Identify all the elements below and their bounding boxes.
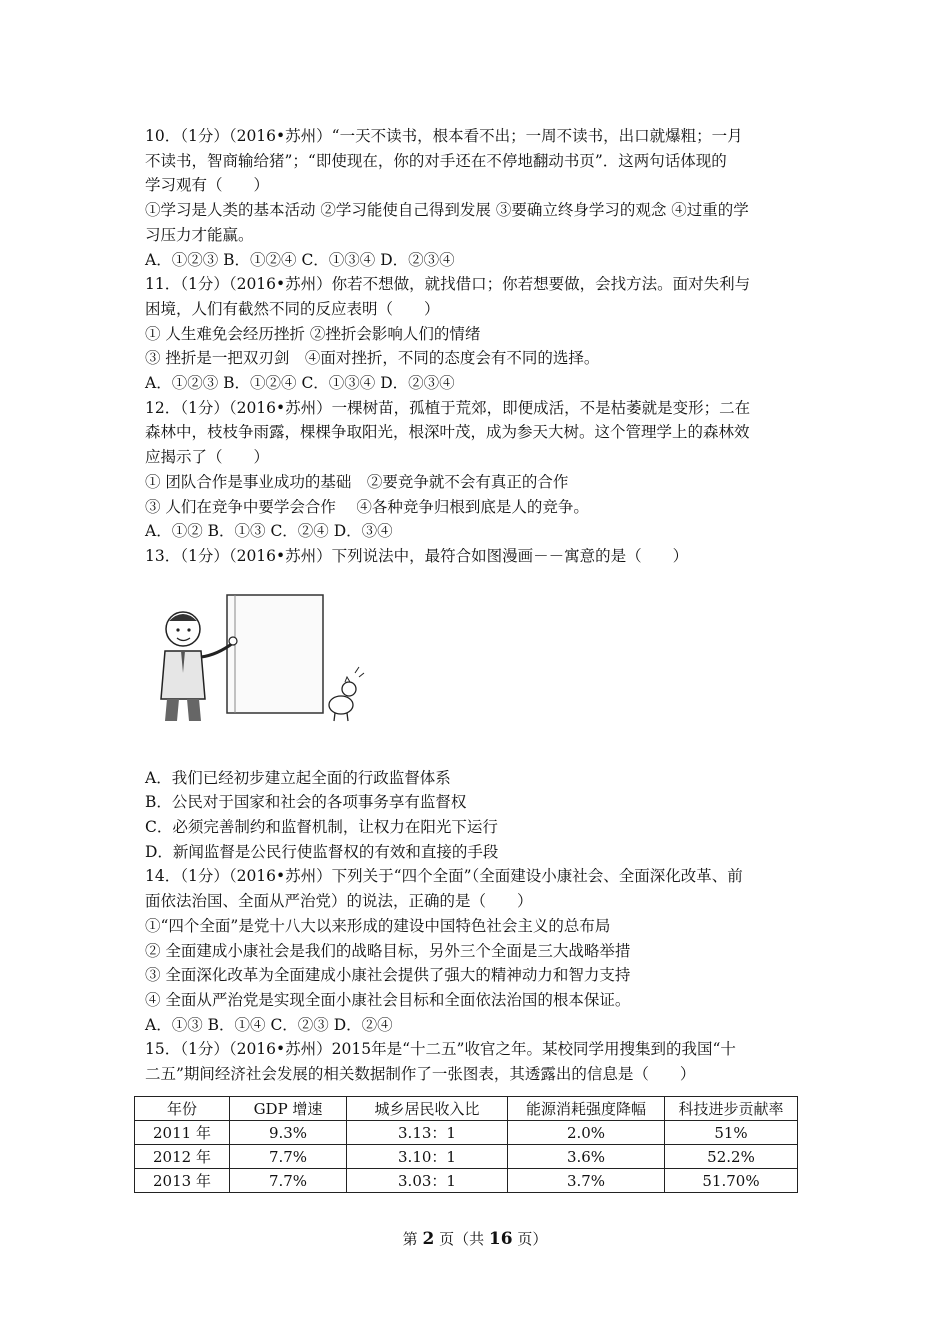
table-header: GDP 增速 [230, 1097, 347, 1121]
question-line: 面依法治国、全面从严治党）的说法，正确的是（ ） [145, 892, 533, 911]
table-cell: 2.0% [508, 1121, 665, 1145]
answer-option-b: B．公民对于国家和社会的各项事务享有监督权 [145, 793, 467, 812]
question-14 [145, 864, 815, 1037]
answer-options: A．①③ B．①④ C．②③ D．②④ [145, 1015, 393, 1034]
question-line: 应揭示了（ ） [145, 448, 270, 467]
question-10 [145, 124, 815, 272]
question-line: ① 团队合作是事业成功的基础 ②要竞争就不会有真正的合作 [145, 472, 569, 491]
table-cell: 52.2% [665, 1145, 798, 1169]
question-line: ① 人生难免会经历挫折 ②挫折会影响人们的情绪 [145, 324, 481, 343]
question-11 [145, 272, 815, 396]
cartoon-drawing [145, 581, 365, 731]
answer-option-c: C．必须完善制约和监督机制，让权力在阳光下运行 [145, 818, 498, 837]
table-header: 能源消耗强度降幅 [508, 1097, 665, 1121]
table-cell: 7.7% [230, 1145, 347, 1169]
question-content [145, 124, 815, 1087]
question-line: ③ 人们在竞争中要学会合作 ④各种竞争归根到底是人的竞争。 [145, 497, 589, 516]
table-cell: 9.3% [230, 1121, 347, 1145]
page-number: 2 [422, 1229, 435, 1249]
question-line: 森林中，枝枝争雨露，棵棵争取阳光，根深叶茂，成为参天大树。这个管理学上的森林效 [145, 423, 750, 442]
table-header: 科技进步贡献率 [665, 1097, 798, 1121]
question-line: 困境，人们有截然不同的反应表明（ ） [145, 299, 440, 318]
cartoon-image [145, 581, 365, 756]
table-cell: 2011 年 [135, 1121, 230, 1145]
table-cell: 3.13：1 [347, 1121, 508, 1145]
question-line: 15．（1分）（2016•苏州）2015年是“十二五”收官之年。某校同学用搜集到的我国“十 [145, 1040, 736, 1059]
question-line: ④ 全面从严治党是实现全面小康社会目标和全面依法治国的根本保证。 [145, 990, 631, 1009]
question-line: 不读书，智商输给猪”；“即使现在，你的对手还在不停地翻动书页”．这两句话体现的 [145, 151, 727, 170]
question-line: 13．（1分）（2016•苏州）下列说法中，最符合如图漫画－－寓意的是（ ） [145, 546, 689, 565]
question-line: 11．（1分）（2016•苏州）你若不想做，就找借口；你若想要做，会找方法。面对失利与 [145, 275, 751, 294]
question-line: 14．（1分）（2016•苏州）下列关于“四个全面”（全面建设小康社会、全面深化改革、前 [145, 867, 743, 886]
question-line: 12．（1分）（2016•苏州）一棵树苗，孤植于荒郊，即便成活，不是枯萎就是变形；二在 [145, 398, 751, 417]
question-line: 10．（1分）（2016•苏州）“一天不读书，根本看不出；一周不读书，出口就爆粗；一月 [145, 127, 743, 145]
question-line: 学习观有（ ） [145, 176, 270, 195]
table-cell: 3.7% [508, 1169, 665, 1193]
table-header-row [135, 1097, 798, 1121]
answer-option-a: A．我们已经初步建立起全面的行政监督体系 [145, 768, 451, 787]
table-cell: 3.10：1 [347, 1145, 508, 1169]
question-line: ①“四个全面”是党十八大以来形成的建设中国特色社会主义的总布局 [145, 916, 611, 935]
answer-option-d: D．新闻监督是公民行使监督权的有效和直接的手段 [145, 842, 499, 861]
footer-suffix: 页） [517, 1230, 548, 1248]
question-line: 二五”期间经济社会发展的相关数据制作了一张图表，其透露出的信息是（ ） [145, 1065, 696, 1084]
question-line: ② 全面建成小康社会是我们的战略目标，另外三个全面是三大战略举措 [145, 941, 631, 960]
table-row [135, 1121, 798, 1145]
table-header: 城乡居民收入比 [347, 1097, 508, 1121]
answer-options: A．①②③ B．①②④ C．①③④ D．②③④ [145, 250, 455, 269]
total-pages: 16 [488, 1229, 513, 1249]
table-cell: 2012 年 [135, 1145, 230, 1169]
data-table [134, 1096, 798, 1193]
table-cell: 51.70% [665, 1169, 798, 1193]
question-15 [145, 1037, 815, 1086]
table-cell: 51% [665, 1121, 798, 1145]
question-line: 习压力才能赢。 [145, 225, 254, 244]
table-row [135, 1169, 798, 1193]
question-line: ③ 全面深化改革为全面建成小康社会提供了强大的精神动力和智力支持 [145, 966, 631, 985]
page-footer [0, 1228, 950, 1249]
answer-options: A．①② B．①③ C．②④ D．③④ [145, 522, 393, 541]
table-header: 年份 [135, 1097, 230, 1121]
answer-options: A．①②③ B．①②④ C．①③④ D．②③④ [145, 374, 455, 393]
table-cell: 3.6% [508, 1145, 665, 1169]
question-13 [145, 544, 815, 865]
question-line: ③ 挫折是一把双刃剑 ④面对挫折，不同的态度会有不同的选择。 [145, 349, 600, 368]
question-line: ①学习是人类的基本活动 ②学习能使自己得到发展 ③要确立终身学习的观念 ④过重的学 [145, 201, 749, 220]
table-cell: 2013 年 [135, 1169, 230, 1193]
question-12 [145, 396, 815, 544]
footer-prefix: 第 [402, 1230, 418, 1248]
table-row [135, 1145, 798, 1169]
table-cell: 3.03：1 [347, 1169, 508, 1193]
footer-middle: 页（共 [439, 1230, 485, 1248]
table-cell: 7.7% [230, 1169, 347, 1193]
